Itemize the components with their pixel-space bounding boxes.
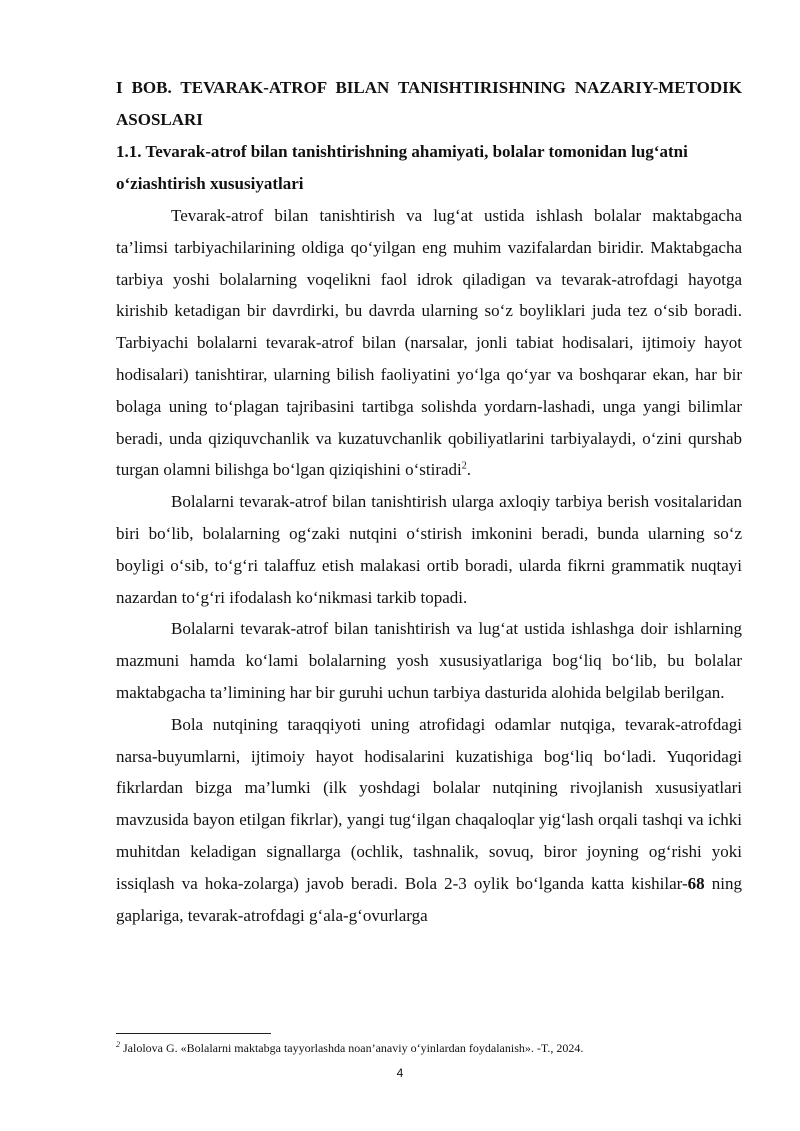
paragraph-4-text: Bola nutqining taraqqiyoti uning atrofidagi odamlar nutqiga, tevarak-atrofdagi narsa-buyumlarni, ijtimoiy hayot hodisalarini kuzatishiga bog‘liq bo‘ladi. Yuqoridagi fikrlardan bizga ma’lumki (ilk yoshdagi bolalar nutqining rivojlanish xususiyatlari mavzusida bayon etilgan fikrlar), yangi tug‘ilgan chaqaloqlar yig‘lash orqali tashqi va ichki muhitdan keladigan signallarga (ochlik, tashnalik, sovuq, biror joyning og‘rishi yoki issiqlash va hoka-zolarga) javob beradi. Bola 2-3 oylik bo‘lganda katta kishilar- bbox=[116, 714, 742, 893]
chapter-title: I BOB. TEVARAK-ATROF BILAN TANISHTIRISHNING NAZARIY-METODIK ASOSLARI bbox=[116, 78, 742, 129]
paragraph-1-text: Tevarak-atrof bilan tanishtirish va lug‘at ustida ishlash bolalar maktabgacha ta’limsi tarbiyachilarining oldiga qo‘yilgan eng muhim vazifalardan biridir. Maktabgacha tarbiya yoshi bolalarning voqelikni faol idrok qiladigan va tevarak-atrofdagi hayotga kirishib ketadigan bir davrdirki, bu davrda ularning so‘z boyliklari juda tez o‘sib boradi. Tarbiyachi bolalarni tevarak-atrof bilan (narsalar, jonli tabiat hodisalari, ijtimoiy hayot hodisalari) tanishtirar, ularning bilish faoliyatini yo‘lga qo‘yar va boshqarar ekan, har bir bolaga uning to‘plagan tajribasini tartibga solishda yordarn-lashadi, unga yangi bilimlar beradi, unda qiziquvchanlik va kuzatuvchanlik qobiliyatlarini tarbiyalaydi, o‘zini qurshab turgan olamni bilishga bo‘lgan qiziqishini o‘stiradi bbox=[116, 206, 742, 480]
paragraph-1 bbox=[116, 200, 742, 486]
footnote-marker: 2 bbox=[116, 1040, 120, 1049]
paragraph-4 bbox=[116, 709, 742, 932]
paragraph-1-end: . bbox=[466, 460, 472, 480]
paragraph-3: Bolalarni tevarak-atrof bilan tanishtirish va lug‘at ustida ishlashga doir ishlarning mazmuni hamda ko‘lami bolalarning yosh xususiyatlariga bog‘liq bo‘lib, bu bolalar maktabgacha ta’limining har bir guruhi uchun tarbiya dasturida alohida belgilab berilgan. bbox=[116, 619, 742, 702]
document-page bbox=[116, 72, 742, 931]
paragraph-4-tail: ning gaplariga, tevarak-atrofdagi g‘ala-g‘ovurlarga bbox=[116, 873, 742, 925]
paragraph-2: Bolalarni tevarak-atrof bilan tanishtirish ularga axloqiy tarbiya berish vositalaridan biri bo‘lib, bolalarning og‘zaki nutqini o‘stirish imkonini beradi, bunda ularning so‘z boyligi o‘sib, to‘g‘ri talaffuz etish malakasi ortib boradi, ularda fikrni grammatik nuqtayi nazardan to‘g‘ri ifodalash ko‘nikmasi tarkib topadi. bbox=[116, 492, 742, 607]
footnote-separator bbox=[116, 1033, 271, 1034]
footnote bbox=[116, 1040, 742, 1056]
footnote-reference[interactable]: 2 bbox=[461, 460, 467, 472]
section-title: 1.1. Tevarak-atrof bilan tanishtirishning ahamiyati, bolalar tomonidan lug‘atni o‘ziashtirish xususiyatlari bbox=[116, 142, 688, 193]
footnote-text: Jalolova G. «Bolalarni maktabga tayyorlashda noan’anaviy o‘yinlardan foydalanish». -T., 2024. bbox=[120, 1041, 584, 1055]
inline-bold-number: 68 bbox=[687, 873, 705, 893]
page-number: 4 bbox=[396, 1066, 404, 1080]
